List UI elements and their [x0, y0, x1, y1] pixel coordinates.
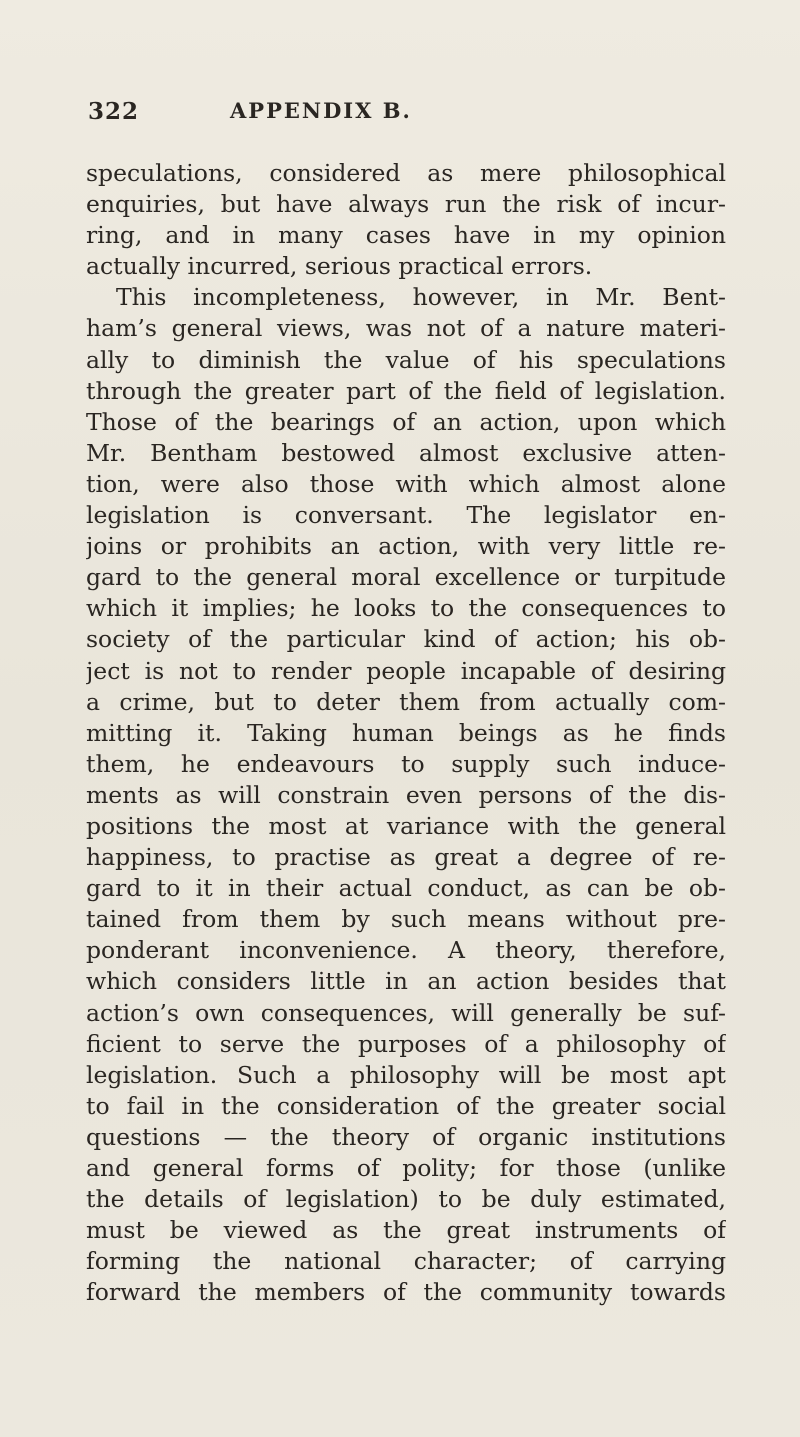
body-text [86, 158, 726, 1308]
text-line: action’s own consequences, will generally be suf- [86, 998, 726, 1027]
text-line: legislation. Such a philosophy will be most apt [86, 1060, 726, 1089]
text-line: ham’s general views, was not of a nature materi- [86, 314, 726, 343]
text-line: ments as will constrain even persons of the dis- [86, 780, 726, 809]
text-line: ficient to serve the purposes of a philosophy of [86, 1029, 726, 1058]
text-line: the details of legislation) to be duly estimated, [86, 1185, 726, 1214]
text-line: must be viewed as the great instruments of [86, 1216, 726, 1245]
text-line: mitting it. Taking human beings as he finds [86, 718, 726, 747]
page-number: 322 [88, 98, 140, 125]
text-line: enquiries, but have always run the risk of incur- [86, 190, 726, 219]
text-line: ally to diminish the value of his speculations [86, 345, 726, 374]
text-line: questions — the theory of organic institutions [86, 1122, 726, 1151]
text-line: through the greater part of the field of legislation. [86, 376, 726, 405]
text-line: forward the members of the community towards [86, 1278, 726, 1307]
text-line: them, he endeavours to supply such induce- [86, 749, 726, 778]
text-line: tion, were also those with which almost alone [86, 469, 726, 498]
text-line: tained from them by such means without pre- [86, 905, 726, 934]
text-line: a crime, but to deter them from actually com- [86, 687, 726, 716]
text-line: positions the most at variance with the general [86, 811, 726, 840]
text-line: legislation is conversant. The legislator en- [86, 501, 726, 530]
text-line: happiness, to practise as great a degree of re- [86, 843, 726, 872]
text-line: society of the particular kind of action; his ob- [86, 625, 726, 654]
text-line: which considers little in an action besides that [86, 967, 726, 996]
running-head: APPENDIX B. [230, 98, 412, 123]
text-line: Mr. Bentham bestowed almost exclusive atten- [86, 438, 726, 467]
text-line: forming the national character; of carrying [86, 1247, 726, 1276]
text-line: and general forms of polity; for those (unlike [86, 1154, 726, 1182]
text-line: speculations, considered as mere philosophical [86, 159, 726, 187]
page-header [88, 98, 708, 138]
text-line: gard to it in their actual conduct, as can be ob- [86, 874, 726, 903]
text-line: ponderant inconvenience. A theory, therefore, [86, 936, 726, 965]
text-line: joins or prohibits an action, with very little re- [86, 532, 726, 561]
text-line: actually incurred, serious practical errors. [86, 252, 593, 281]
text-line: This incompleteness, however, in Mr. Bent- [116, 283, 726, 312]
text-line: ring, and in many cases have in my opinion [86, 221, 726, 250]
text-line: which it implies; he looks to the consequences to [86, 594, 726, 623]
text-line: ject is not to render people incapable of desiring [86, 656, 726, 685]
text-line: gard to the general moral excellence or turpitude [86, 563, 726, 592]
text-line: to fail in the consideration of the greater social [86, 1091, 726, 1120]
text-line: Those of the bearings of an action, upon which [86, 407, 726, 436]
